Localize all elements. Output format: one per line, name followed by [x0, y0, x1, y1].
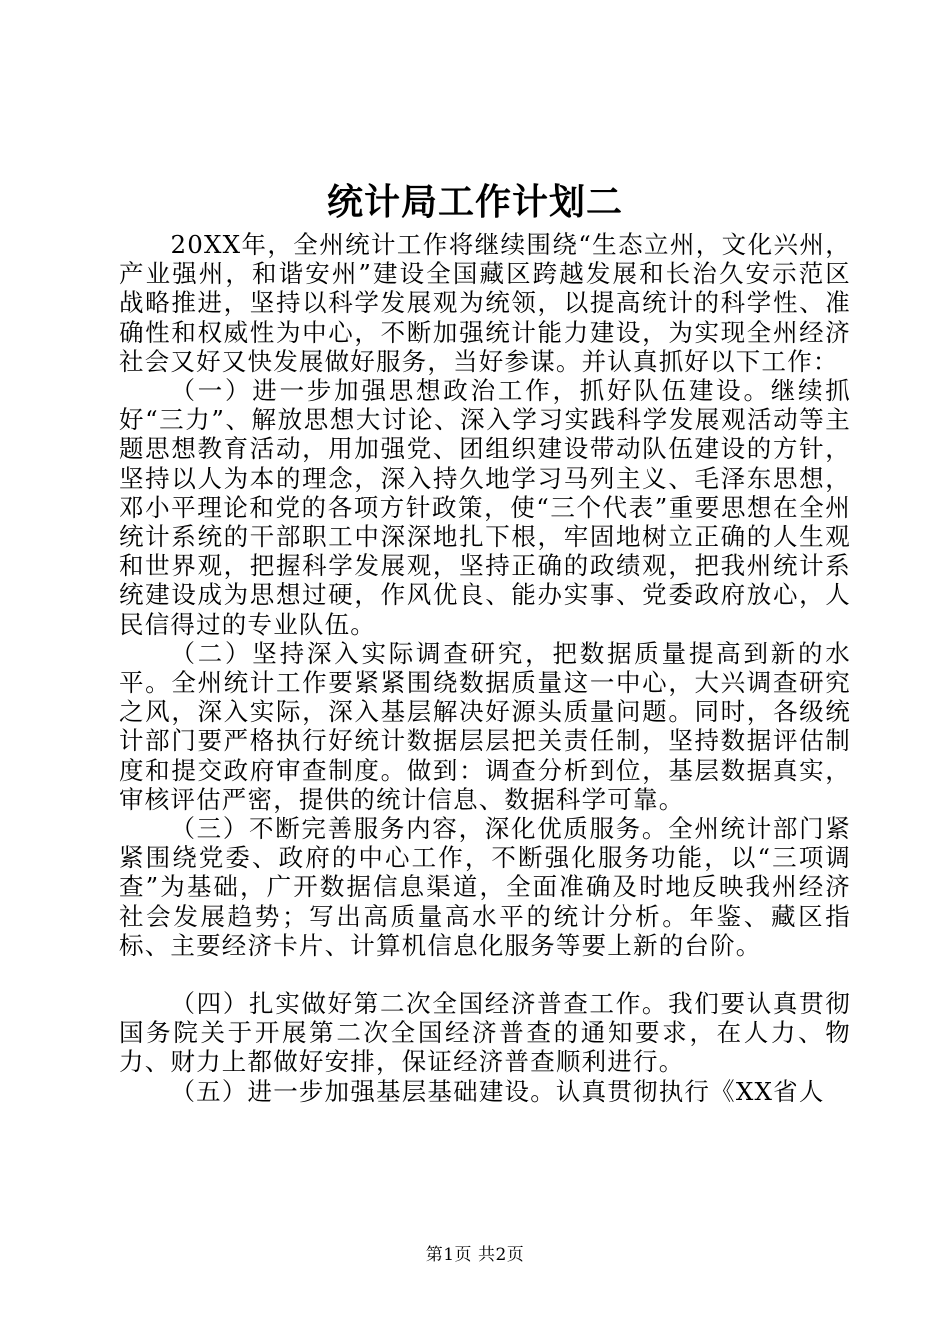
page-footer: 第1页 共2页 — [425, 1245, 525, 1265]
document-body — [119, 230, 851, 1106]
paragraph-section-4: （四）扎实做好第二次全国经济普查工作。我们要认真贯彻国务院关于开展第二次全国经济普查的通知要求，在人力、物力、财力上都做好安排，保证经济普查顺利进行。 — [119, 989, 851, 1077]
paragraph-section-1: （一）进一步加强思想政治工作，抓好队伍建设。继续抓好“三力”、解放思想大讨论、深入学习实践科学发展观活动等主题思想教育活动，用加强党、团组织建设带动队伍建设的方针，坚持以人为本的理念，深入持久地学习马列主义、毛泽东思想，邓小平理论和党的各项方针政策，使“三个代表”重要思想在全州统计系统的干部职工中深深地扎下根，牢固地树立正确的人生观和世界观，把握科学发展观，坚持正确的政绩观，把我州统计系统建设成为思想过硬，作风优良、能办实事、党委政府放心，人民信得过的专业队伍。 — [119, 376, 851, 639]
document-title: 统计局工作计划二 — [326, 182, 623, 223]
paragraph-section-5: （五）进一步加强基层基础建设。认真贯彻执行《XX省人 — [170, 1076, 825, 1106]
paragraph-intro: 20XX年，全州统计工作将继续围绕“生态立州，文化兴州，产业强州，和谐安州”建设全国藏区跨越发展和长治久安示范区战略推进，坚持以科学发展观为统领，以提高统计的科学性、准确性和权威性为中心，不断加强统计能力建设，为实现全州经济社会又好又快发展做好服务，当好参谋。并认真抓好以下工作： — [119, 230, 851, 376]
paragraph-section-3: （三）不断完善服务内容，深化优质服务。全州统计部门紧紧围绕党委、政府的中心工作，不断强化服务功能，以“三项调查”为基础，广开数据信息渠道，全面准确及时地反映我州经济社会发展趋势；写出高质量高水平的统计分析。年鉴、藏区指标、主要经济卡片、计算机信息化服务等要上新的台阶。 — [119, 814, 851, 960]
paragraph-section-2: （二）坚持深入实际调查研究，把数据质量提高到新的水平。全州统计工作要紧紧围绕数据质量这一中心，大兴调查研究之风，深入实际，深入基层解决好源头质量问题。同时，各级统计部门要严格执行好统计数据层层把关责任制，坚持数据评估制度和提交政府审查制度。做到：调查分析到位，基层数据真实，审核评估严密，提供的统计信息、数据科学可靠。 — [119, 638, 851, 814]
